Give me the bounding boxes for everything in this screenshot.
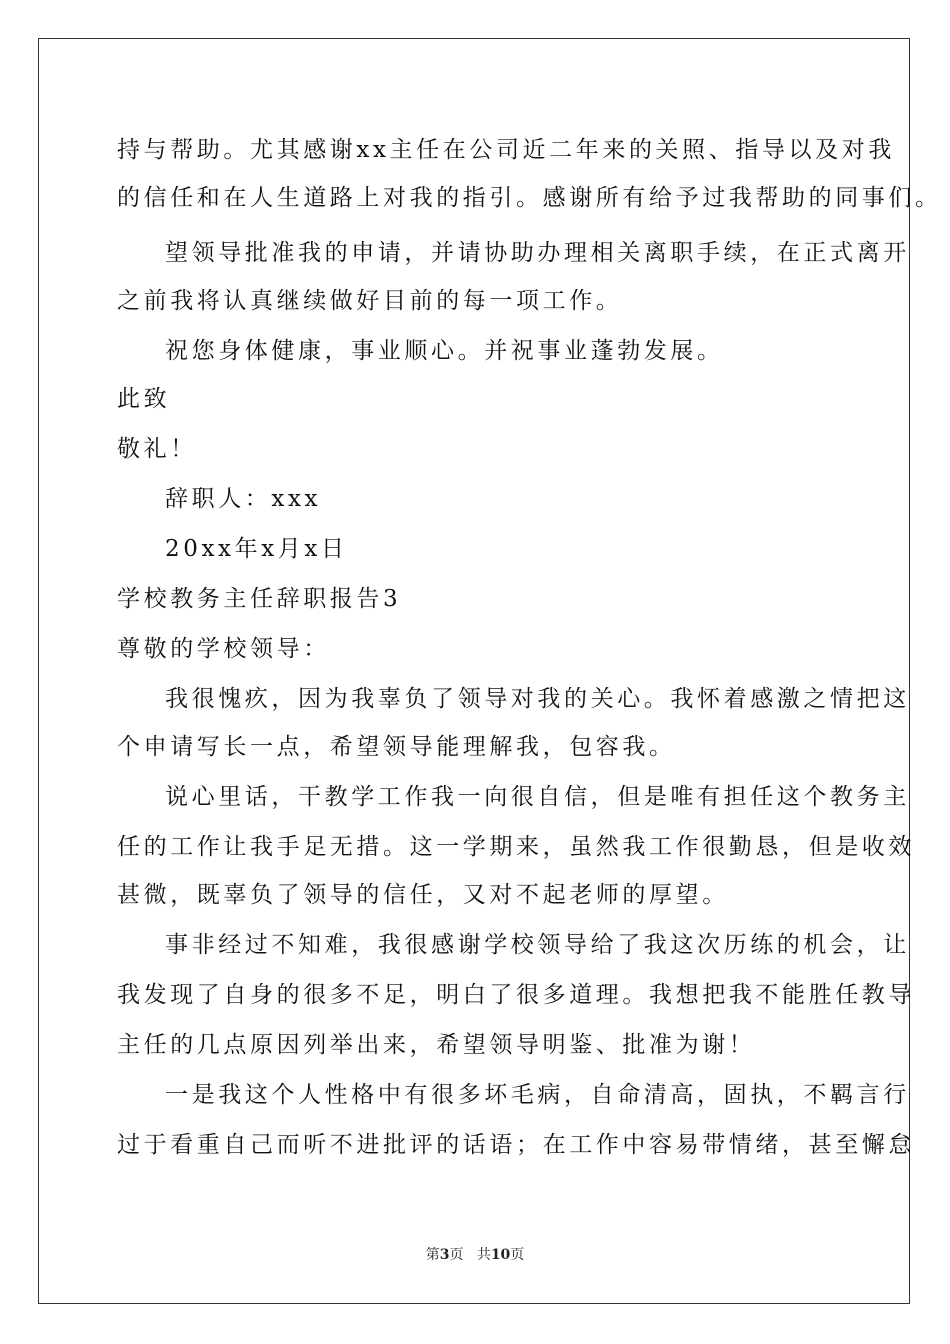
text-line: 的信任和在人生道路上对我的指引。感谢所有给予过我帮助的同事们。: [117, 185, 942, 211]
signature-name: 辞职人：xxx: [165, 486, 322, 512]
footer-prefix: 第: [425, 1247, 440, 1263]
page-border: [38, 38, 910, 1304]
text-line: 个申请写长一点，希望领导能理解我，包容我。: [117, 734, 676, 760]
text-line: 我很愧疚，因为我辜负了领导对我的关心。我怀着感激之情把这: [165, 686, 910, 712]
text-line: 过于看重自己而听不进批评的话语；在工作中容易带情绪，甚至懈怠: [117, 1132, 915, 1158]
text-line: 持与帮助。尤其感谢xx主任在公司近二年来的关照、指导以及对我: [117, 137, 895, 163]
text-line: 望领导批准我的申请，并请协助办理相关离职手续，在正式离开: [165, 240, 910, 266]
text-line: 说心里话，干教学工作我一向很自信，但是唯有担任这个教务主: [165, 784, 910, 810]
footer-total-suffix: 页: [510, 1247, 525, 1263]
text-line: 任的工作让我手足无措。这一学期来，虽然我工作很勤恳，但是收效: [117, 834, 915, 860]
text-line: 一是我这个人性格中有很多坏毛病，自命清高，固执，不羁言行: [165, 1082, 910, 1108]
footer-page-suffix: 页: [449, 1247, 464, 1263]
total-pages-number: 10: [490, 1247, 511, 1263]
text-line: 甚微，既辜负了领导的信任，又对不起老师的厚望。: [117, 882, 729, 908]
signature-date: 20xx年x月x日: [165, 536, 348, 562]
page-footer: [0, 1246, 950, 1264]
closing-regards: 敬礼！: [117, 436, 197, 462]
section-title: 学校教务主任辞职报告3: [117, 586, 402, 612]
greeting: 尊敬的学校领导：: [117, 636, 330, 662]
text-line: 事非经过不知难，我很感谢学校领导给了我这次历练的机会，让: [165, 932, 910, 958]
text-line: 我发现了自身的很多不足，明白了很多道理。我想把我不能胜任教导: [117, 982, 915, 1008]
text-line: 之前我将认真继续做好目前的每一项工作。: [117, 288, 623, 314]
footer-total-prefix: 共: [476, 1247, 491, 1263]
text-line: 祝您身体健康，事业顺心。并祝事业蓬勃发展。: [165, 338, 724, 364]
text-line: 主任的几点原因列举出来，希望领导明鉴、批准为谢！: [117, 1032, 756, 1058]
closing-salutation: 此致: [117, 386, 171, 412]
current-page-number: 3: [439, 1247, 450, 1263]
